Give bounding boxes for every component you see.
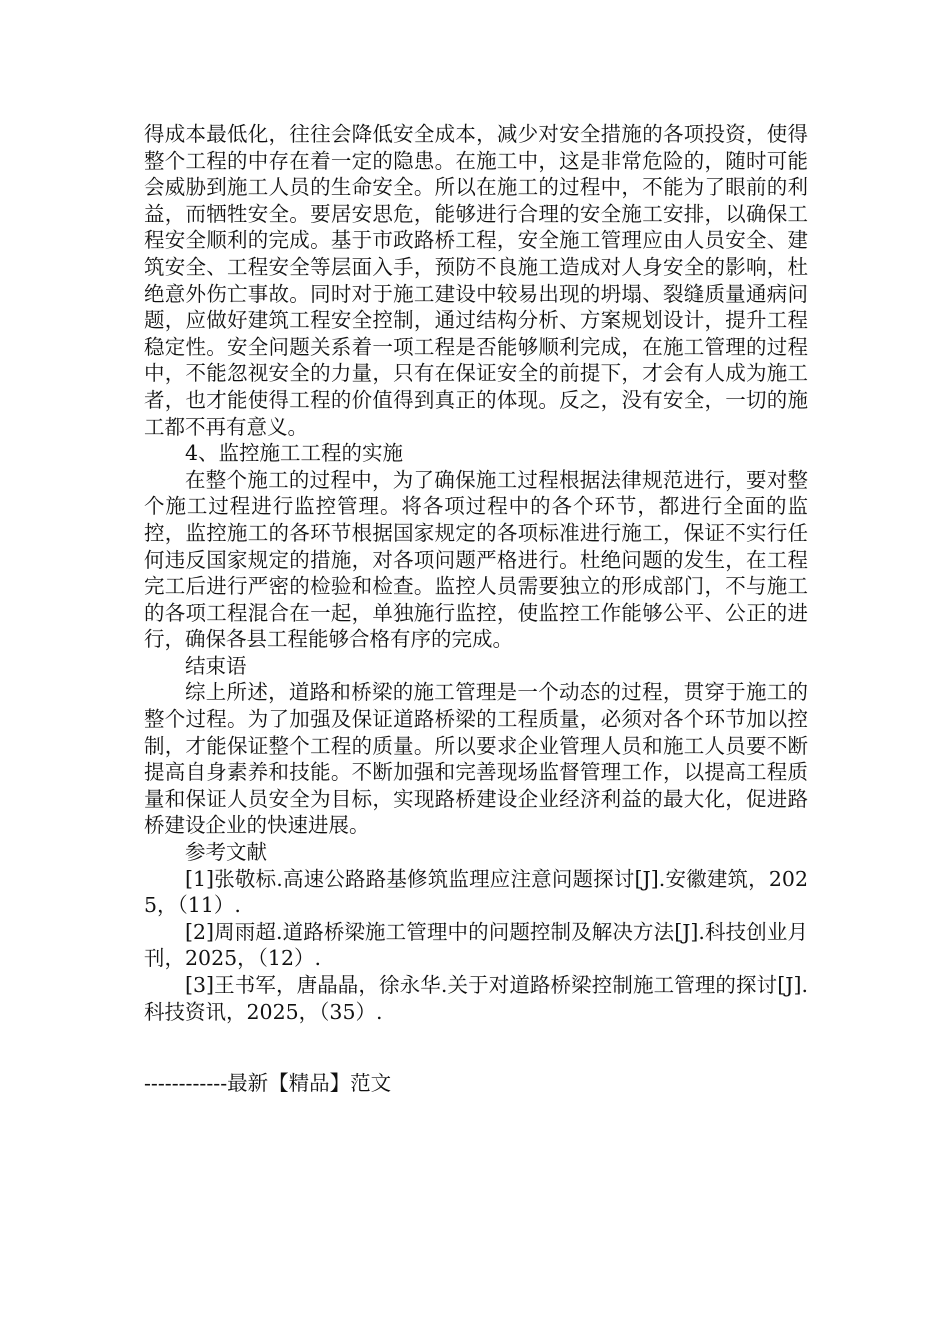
reference-item-2: [2]周雨超.道路桥梁施工管理中的问题控制及解决方法[J].科技创业月刊，2025，（12）. — [144, 919, 808, 971]
paragraph-monitoring: 在整个施工的过程中，为了确保施工过程根据法律规范进行，要对整个施工过程进行监控管理。将各项过程中的各个环节，都进行全面的监控，监控施工的各环节根据国家规定的各项标准进行施工，保证不实行任何违反国家规定的措施，对各项问题严格进行。杜绝问题的发生，在工程完工后进行严密的检验和检查。监控人员需要独立的形成部门，不与施工的各项工程混合在一起，单独施行监控，使监控工作能够公平、公正的进行，确保各县工程能够合格有序的完成。 — [144, 467, 808, 652]
reference-item-3: [3]王书军，唐晶晶，徐永华.关于对道路桥梁控制施工管理的探讨[J].科技资讯，2025，（35）. — [144, 973, 808, 1024]
footer-text: ------------最新【精品】范文 — [144, 1071, 392, 1095]
document-body — [144, 121, 808, 1025]
paragraph-conclusion: 综上所述，道路和桥梁的施工管理是一个动态的过程，贯穿于施工的整个过程。为了加强及保证道路桥梁的工程质量，必须对各个环节加以控制，才能保证整个工程的质量。所以要求企业管理人员和施工人员要不断提高自身素养和技能。不断加强和完善现场监督管理工作，以提高工程质量和保证人员安全为目标，实现路桥建设企业经济利益的最大化，促进路桥建设企业的快速进展。 — [144, 680, 808, 838]
reference-item-1: [1]张敬标.高速公路路基修筑监理应注意问题探讨[J].安徽建筑，2025，（11）. — [144, 866, 808, 918]
section-heading-monitoring: 4、监控施工工程的实施 — [185, 441, 404, 466]
conclusion-heading: 结束语 — [185, 653, 247, 678]
references-heading: 参考文献 — [185, 840, 267, 865]
paragraph-safety: 得成本最低化，往往会降低安全成本，减少对安全措施的各项投资，使得整个工程的中存在着一定的隐患。在施工中，这是非常危险的，随时可能会威胁到施工人员的生命安全。所以在施工的过程中，不能为了眼前的利益，而牺牲安全。要居安思危，能够进行合理的安全施工安排，以确保工程安全顺利的完成。基于市政路桥工程，安全施工管理应由人员安全、建筑安全、工程安全等层面入手，预防不良施工造成对人身安全的影响，杜绝意外伤亡事故。同时对于施工建设中较易出现的坍塌、裂缝质量通病问题，应做好建筑工程安全控制，通过结构分析、方案规划设计，提升工程稳定性。安全问题关系着一项工程是否能够顺利完成，在施工管理的过程中，不能忽视安全的力量，只有在保证安全的前提下，才会有人成为施工者，也才能使得工程的价值得到真正的体现。反之，没有安全，一切的施工都不再有意义。 — [144, 122, 808, 439]
